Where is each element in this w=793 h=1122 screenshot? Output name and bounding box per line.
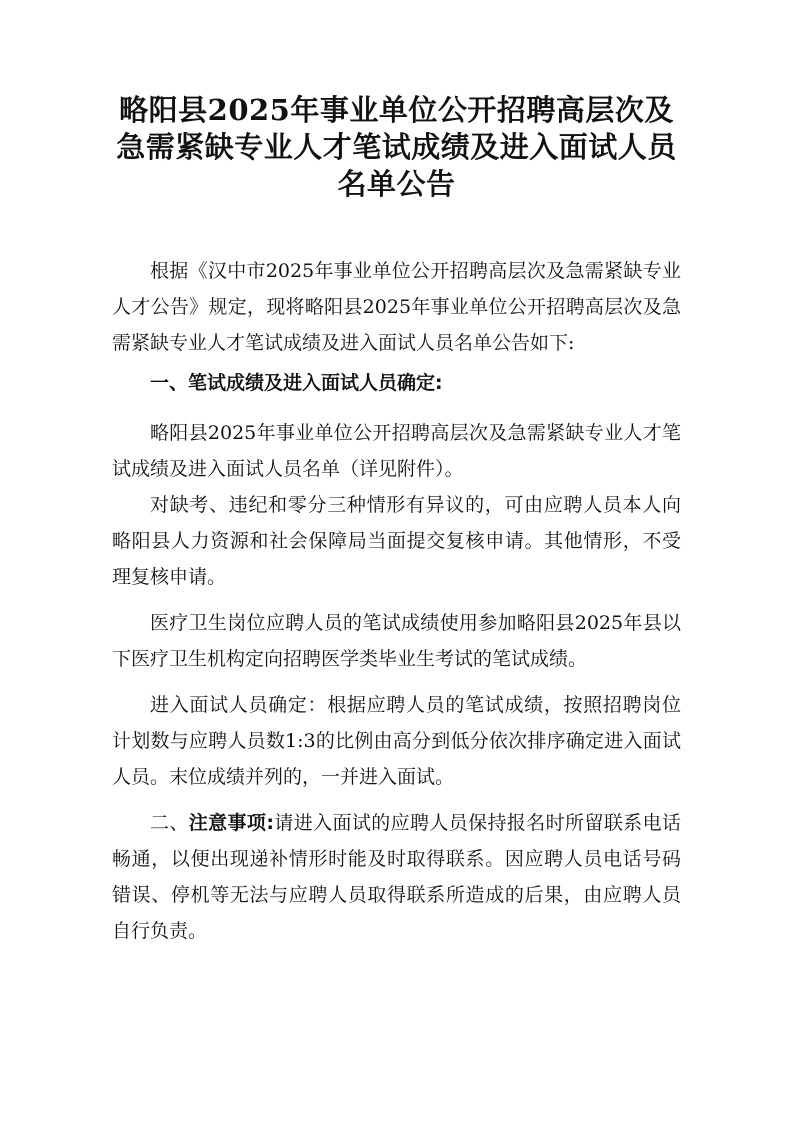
document-body bbox=[112, 253, 681, 949]
section-2-paragraph bbox=[112, 805, 681, 949]
paragraph-4: 进入面试人员确定：根据应聘人员的笔试成绩，按照招聘岗位计划数与应聘人员数1:3的比例由高分到低分依次排序确定进入面试人员。末位成绩并列的，一并进入面试。 bbox=[112, 694, 681, 788]
title-line-3: 名单公告 bbox=[337, 167, 456, 201]
section-1-heading: 一、笔试成绩及进入面试人员确定: bbox=[150, 372, 443, 394]
paragraph-3: 医疗卫生岗位应聘人员的笔试成绩使用参加略阳县2025年县以下医疗卫生机构定向招聘医学类毕业生考试的笔试成绩。 bbox=[112, 612, 681, 670]
section-2-prefix: 二、 bbox=[150, 812, 189, 834]
title-line-1: 略阳县2025年事业单位公开招聘高层次及 bbox=[119, 93, 674, 127]
paragraph-2: 对缺考、违纪和零分三种情形有异议的，可由应聘人员本人向略阳县人力资源和社会保障局当面提交复核申请。其他情形，不受理复核申请。 bbox=[112, 494, 681, 588]
document-title bbox=[112, 92, 681, 203]
section-2-heading: 注意事项: bbox=[188, 812, 274, 834]
section-2-text: 请进入面试的应聘人员保持报名时所留联系电话畅通，以便出现递补情形时能及时取得联系。因应聘人员电话号码错误、停机等无法与应聘人员取得联系所造成的后果，由应聘人员自行负责。 bbox=[112, 812, 681, 942]
paragraph-1: 略阳县2025年事业单位公开招聘高层次及急需紧缺专业人才笔试成绩及进入面试人员名单（详见附件）。 bbox=[112, 422, 681, 480]
intro-paragraph: 根据《汉中市2025年事业单位公开招聘高层次及急需紧缺专业人才公告》规定，现将略阳县2025年事业单位公开招聘高层次及急需紧缺专业人才笔试成绩及进入面试人员名单公告如下: bbox=[112, 260, 681, 354]
title-line-2: 急需紧缺专业人才笔试成绩及进入面试人员 bbox=[116, 130, 677, 164]
